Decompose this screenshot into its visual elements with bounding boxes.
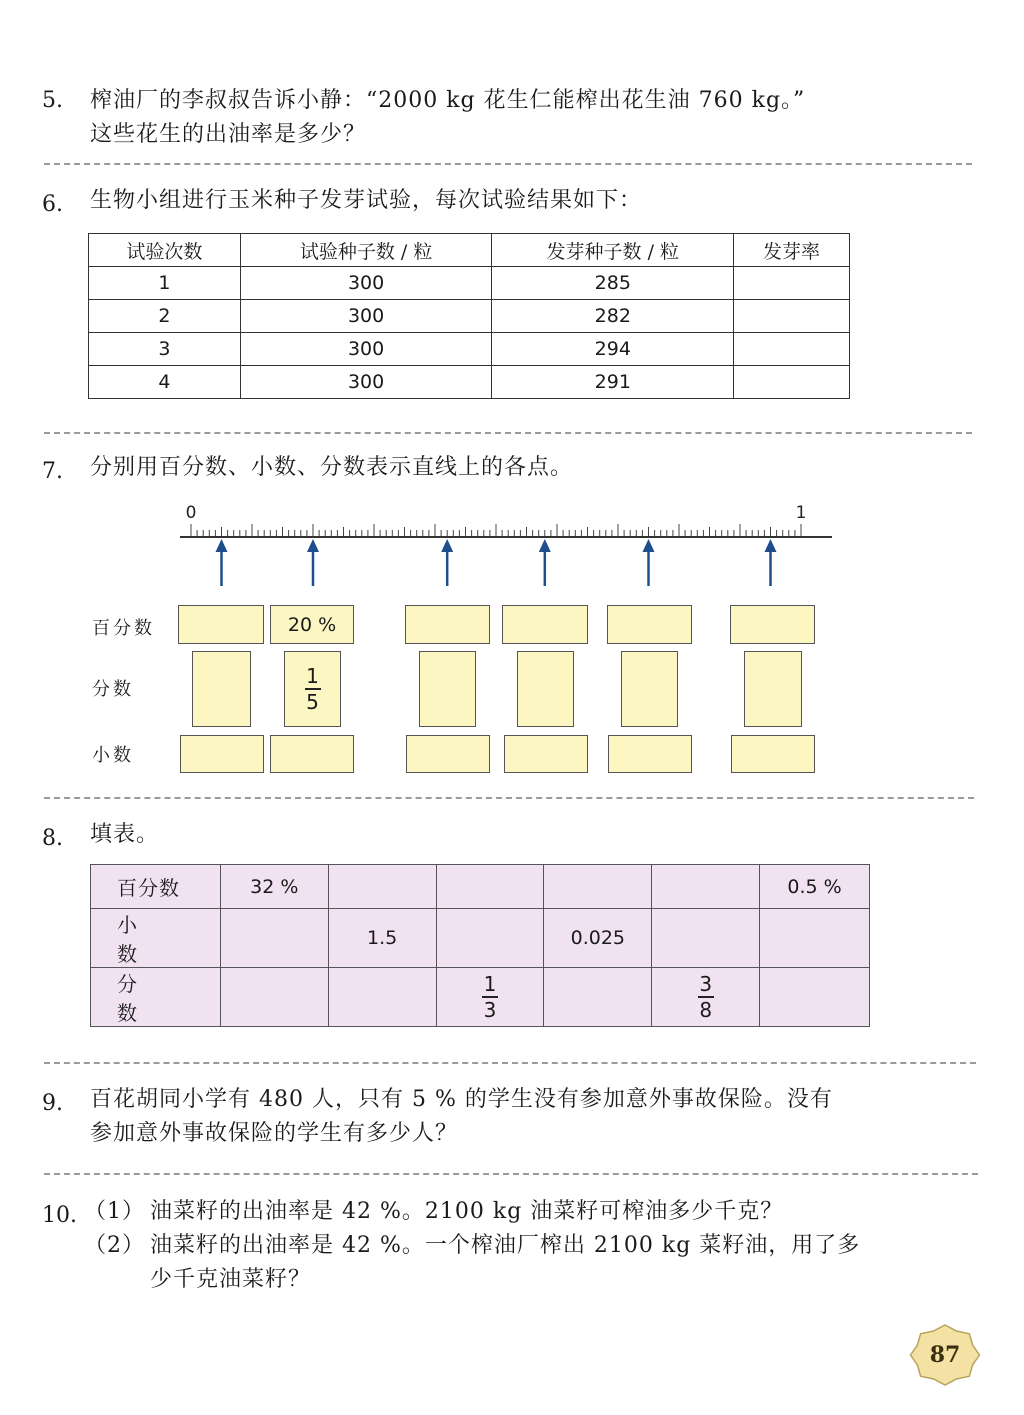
question-10-part-2-line-1: 油菜籽的出油率是 42 %。一个榨油厂榨出 2100 kg 菜籽油，用了多: [150, 1233, 861, 1258]
decimal-box-3[interactable]: [406, 735, 490, 773]
table-row-fraction: [91, 968, 870, 1027]
row-label-decimal: 小数: [92, 745, 134, 766]
table-cell: 1: [89, 267, 241, 300]
table-cell: 282: [492, 300, 734, 333]
question-10-part-2-line-2: 少千克油菜籽？: [150, 1267, 312, 1292]
divider: [44, 1173, 978, 1175]
question-10-number: 10.: [42, 1203, 77, 1228]
table-cell: 4: [89, 366, 241, 399]
table-cell: 285: [492, 267, 734, 300]
point-arrow-4: [539, 539, 551, 586]
question-9-line-2: 参加意外事故保险的学生有多少人？: [90, 1121, 459, 1146]
table-cell[interactable]: [328, 968, 436, 1027]
fraction-numerator: 1: [306, 664, 319, 688]
question-8-number: 8.: [42, 826, 63, 851]
number-line-label-0: 0: [185, 503, 197, 523]
table-header: 试验种子数 / 粒: [240, 234, 492, 267]
question-9-number: 9.: [42, 1091, 63, 1116]
percent-box-3[interactable]: [405, 605, 490, 644]
decimal-box-6[interactable]: [731, 735, 815, 773]
fraction-denominator: 5: [306, 690, 319, 714]
row-label: 小 数: [91, 909, 221, 968]
table-cell[interactable]: 1.5: [328, 909, 436, 968]
fraction-one-fifth: [305, 665, 321, 713]
table-cell[interactable]: [436, 909, 544, 968]
number-line-ticks: [191, 524, 801, 537]
table-cell: 294: [492, 333, 734, 366]
point-arrow-5: [643, 539, 655, 586]
table-cell[interactable]: [220, 909, 328, 968]
table-cell[interactable]: 32 %: [220, 865, 328, 909]
table-cell[interactable]: 0.5 %: [760, 865, 870, 909]
fraction-one-third: [437, 973, 544, 1021]
point-arrow-1: [216, 539, 228, 586]
page-number: 87: [929, 1342, 961, 1368]
percent-box-5[interactable]: [607, 605, 692, 644]
number-line: [0, 0, 1024, 600]
fraction-denominator: 8: [699, 998, 713, 1022]
decimal-box-5[interactable]: [608, 735, 692, 773]
table-cell: 300: [240, 333, 492, 366]
decimal-box-1[interactable]: [180, 735, 264, 773]
table-cell[interactable]: [652, 968, 760, 1027]
table-cell[interactable]: [436, 968, 544, 1027]
point-arrow-6: [765, 539, 777, 586]
question-10-part-1-label: （1）: [84, 1199, 145, 1224]
fraction-box-3[interactable]: [419, 651, 476, 727]
question-9-line-1: 百花胡同小学有 480 人，只有 5 % 的学生没有参加意外事故保险。没有: [90, 1087, 833, 1112]
table-header: 试验次数: [89, 234, 241, 267]
number-line-label-1: 1: [795, 503, 807, 523]
fraction-box-2[interactable]: [284, 651, 341, 727]
fraction-box-5[interactable]: [621, 651, 678, 727]
table-cell: 291: [492, 366, 734, 399]
table-cell[interactable]: [544, 968, 652, 1027]
row-label-percent: 百分数: [92, 618, 155, 639]
table-cell[interactable]: 0.025: [544, 909, 652, 968]
divider: [44, 797, 974, 799]
table-cell[interactable]: [652, 909, 760, 968]
table-header: 发芽种子数 / 粒: [492, 234, 734, 267]
fraction-three-eighths: [652, 973, 759, 1021]
question-5-line-1: 榨油厂的李叔叔告诉小静：“2000 kg 花生仁能榨出花生油 760 kg。”: [90, 88, 806, 113]
question-5-number: 5.: [42, 88, 63, 113]
point-arrow-2: [307, 539, 319, 586]
percent-box-4[interactable]: [502, 605, 588, 644]
row-label: 分 数: [91, 968, 221, 1027]
fraction-numerator: 3: [699, 972, 713, 996]
number-line-arrows: [216, 539, 777, 586]
fraction-denominator: 3: [483, 998, 497, 1022]
table-cell[interactable]: [544, 865, 652, 909]
decimal-box-2[interactable]: [270, 735, 354, 773]
percent-box-6[interactable]: [730, 605, 815, 644]
table-cell: 300: [240, 267, 492, 300]
fraction-box-1[interactable]: [192, 651, 251, 727]
decimal-box-4[interactable]: [504, 735, 588, 773]
table-cell[interactable]: [760, 968, 870, 1027]
fraction-numerator: 1: [483, 972, 497, 996]
question-8-text: 填表。: [90, 822, 160, 847]
percent-box-2[interactable]: 20 %: [270, 605, 354, 644]
table-cell[interactable]: [436, 865, 544, 909]
table-cell[interactable]: [760, 909, 870, 968]
row-label: 百分数: [91, 865, 221, 909]
question-10-part-1: 油菜籽的出油率是 42 %。2100 kg 油菜籽可榨油多少千克？: [150, 1199, 784, 1224]
question-5-line-2: 这些花生的出油率是多少？: [90, 122, 367, 147]
table-cell: 300: [240, 366, 492, 399]
table-cell: 2: [89, 300, 241, 333]
conversion-table: [90, 864, 870, 1027]
table-cell[interactable]: [652, 865, 760, 909]
point-arrow-3: [441, 539, 453, 586]
question-6-text: 生物小组进行玉米种子发芽试验，每次试验结果如下：: [90, 188, 643, 213]
table-row-percent: [91, 865, 870, 909]
question-10-part-2-label: （2）: [84, 1233, 145, 1258]
percent-box-1[interactable]: [178, 605, 264, 644]
question-7-text: 分别用百分数、小数、分数表示直线上的各点。: [90, 455, 574, 480]
row-label-fraction: 分数: [92, 679, 134, 700]
question-6-number: 6.: [42, 192, 63, 217]
table-cell[interactable]: [328, 865, 436, 909]
divider: [44, 1062, 976, 1064]
fraction-box-4[interactable]: [517, 651, 574, 727]
table-header: 发芽率: [734, 234, 850, 267]
table-cell: 3: [89, 333, 241, 366]
table-cell: 300: [240, 300, 492, 333]
question-7-number: 7.: [42, 459, 63, 484]
table-cell[interactable]: [220, 968, 328, 1027]
fraction-box-6[interactable]: [744, 651, 802, 727]
table-row-decimal: [91, 909, 870, 968]
